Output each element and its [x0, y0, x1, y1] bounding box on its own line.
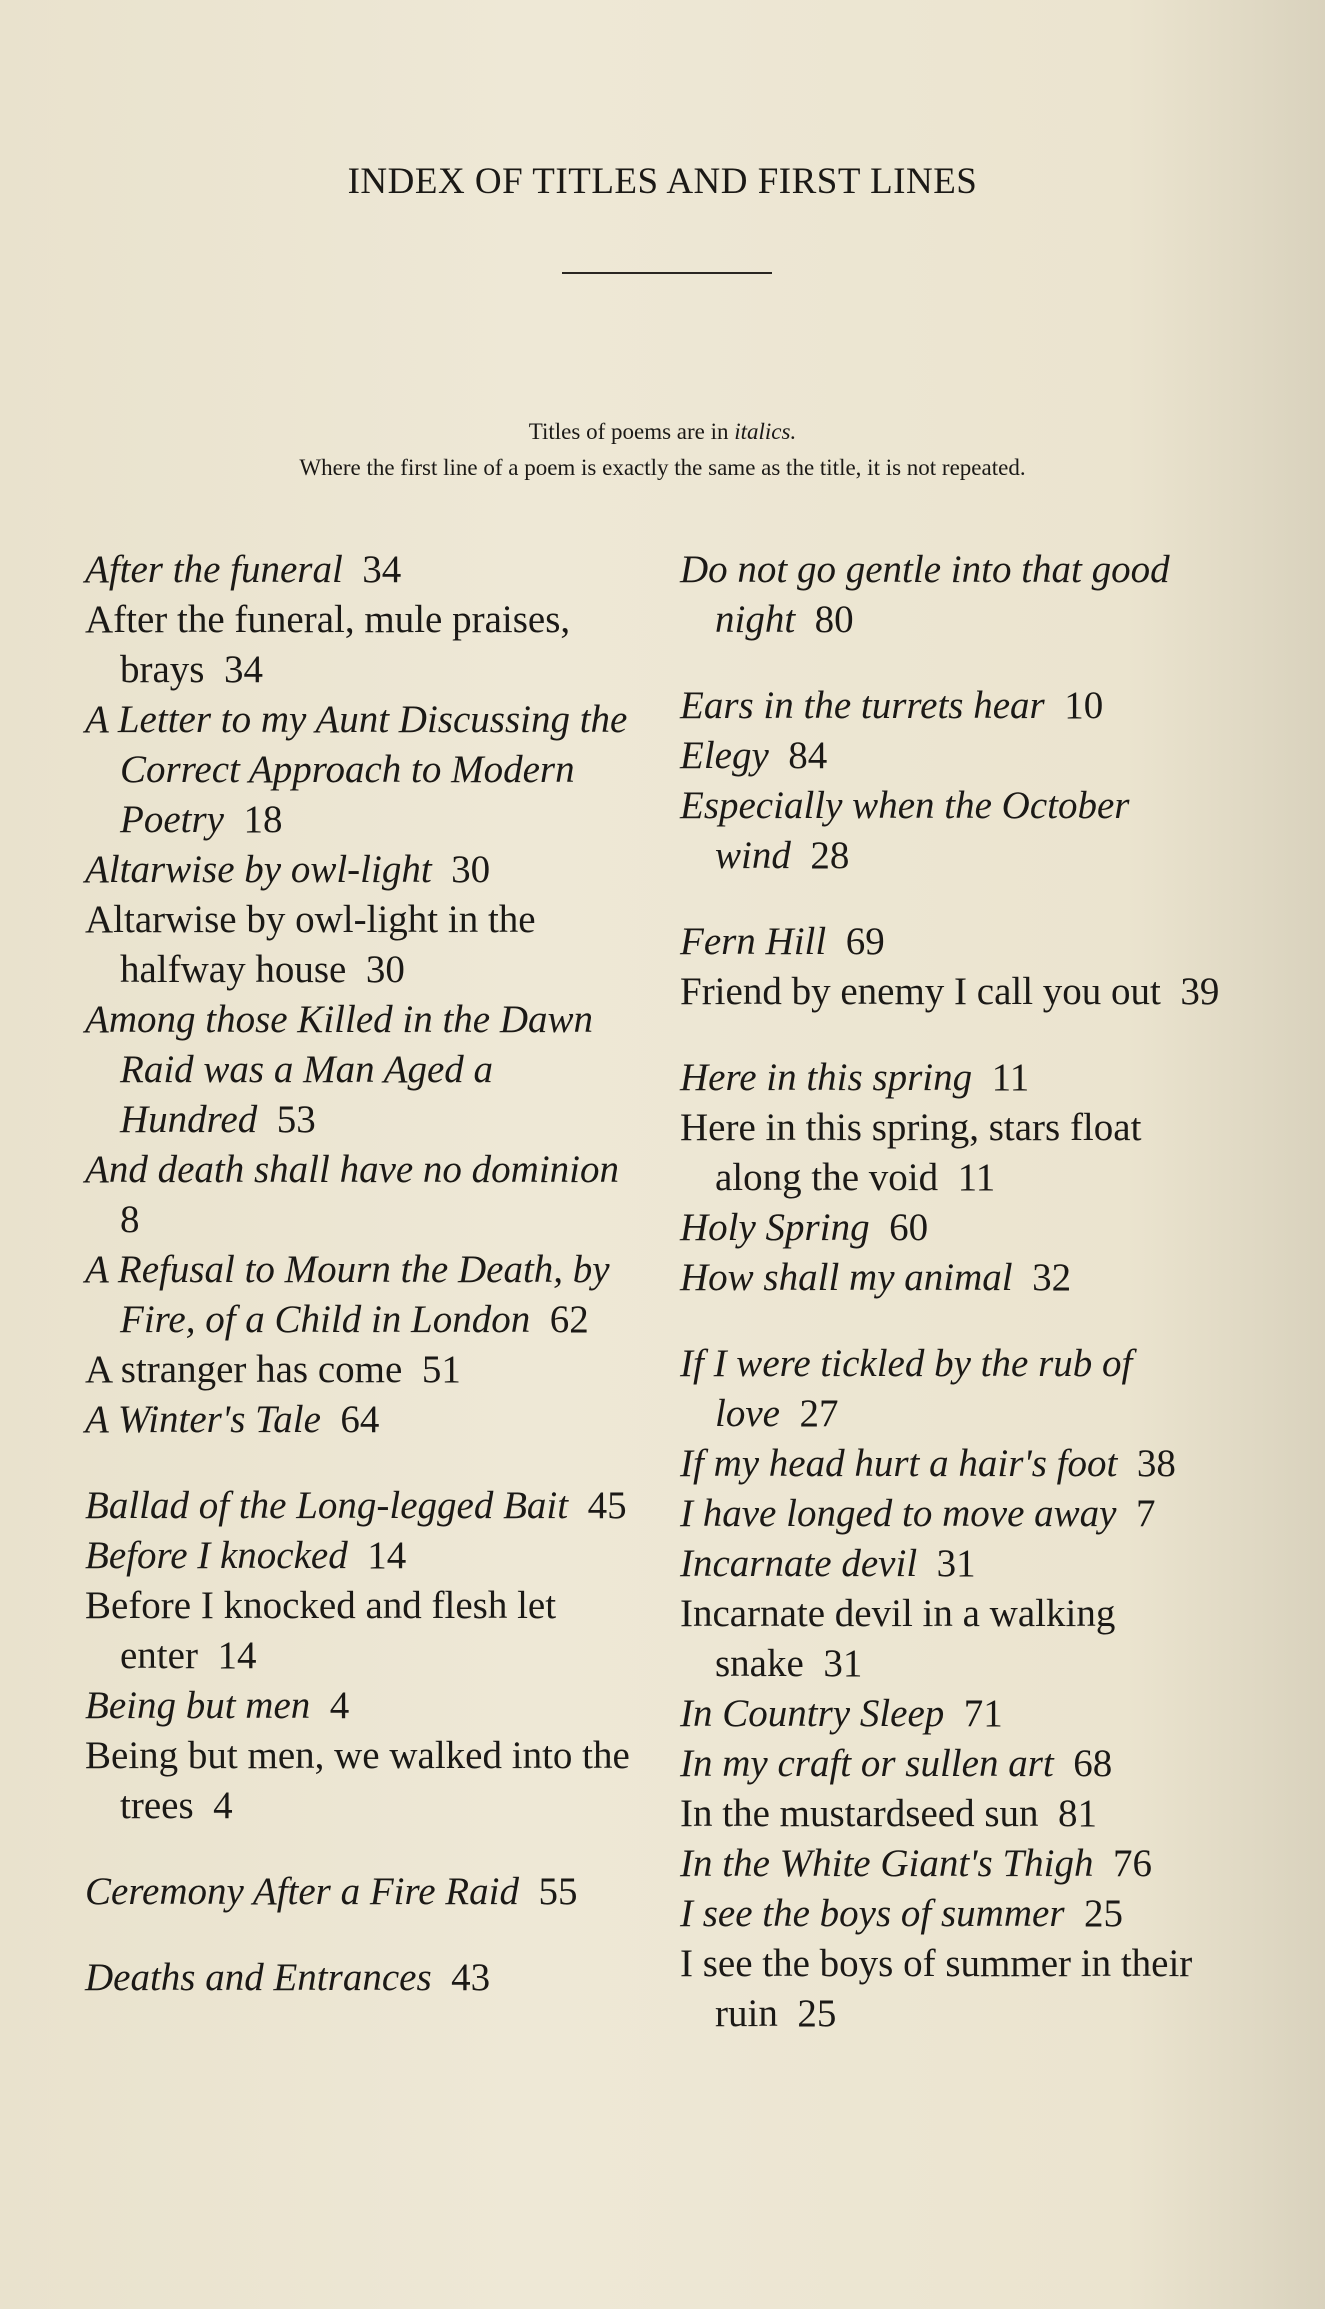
entry-title: Incarnate devil in a walking snake	[680, 1592, 1116, 1685]
entry-title: A Refusal to Mourn the Death, by Fire, of a Child in London	[85, 1248, 610, 1341]
index-entry	[85, 1531, 645, 1581]
entry-page-number: 32	[1032, 1256, 1072, 1299]
title-divider	[562, 272, 772, 274]
index-entry	[85, 595, 645, 695]
entry-title: A Winter's Tale	[85, 1398, 321, 1441]
entry-title: How shall my animal	[680, 1256, 1013, 1299]
letter-group-gap	[85, 1917, 645, 1953]
entry-title: A stranger has come	[85, 1348, 403, 1391]
entry-title: A Letter to my Aunt Discussing the Correct Approach to Modern Poetry	[85, 698, 628, 841]
entry-title: Before I knocked	[85, 1534, 348, 1577]
index-entry	[680, 1539, 1220, 1589]
index-entry	[680, 1889, 1220, 1939]
entry-title: Being but men	[85, 1684, 311, 1727]
entry-page-number: 55	[538, 1870, 578, 1913]
index-entry	[680, 731, 1220, 781]
entry-page-number: 28	[810, 834, 850, 877]
entry-page-number: 51	[421, 1348, 461, 1391]
entry-page-number: 60	[889, 1206, 929, 1249]
index-entry	[680, 1489, 1220, 1539]
index-entry	[680, 1939, 1220, 2039]
entry-page-number: 7	[1135, 1492, 1156, 1535]
entry-page-number: 11	[957, 1156, 996, 1199]
entry-title: Elegy	[680, 734, 769, 777]
entry-page-number: 10	[1064, 684, 1104, 727]
entry-page-number: 27	[799, 1392, 839, 1435]
entry-title: Altarwise by owl-light	[85, 848, 432, 891]
index-entry	[680, 1739, 1220, 1789]
entry-page-number: 71	[963, 1692, 1003, 1735]
entry-page-number: 25	[797, 1992, 837, 2035]
entry-title: Friend by enemy I call you out	[680, 970, 1161, 1013]
entry-title: Do not go gentle into that good night	[680, 548, 1170, 641]
entry-title: Among those Killed in the Dawn Raid was a Man Aged a Hundred	[85, 998, 594, 1141]
index-entry	[85, 545, 645, 595]
index-entry	[85, 1245, 645, 1345]
entry-title: If my head hurt a hair's foot	[680, 1442, 1118, 1485]
entry-title: In the mustardseed sun	[680, 1792, 1039, 1835]
index-entry	[680, 681, 1220, 731]
entry-page-number: 69	[845, 920, 885, 963]
entry-page-number: 34	[223, 648, 263, 691]
entry-title: I see the boys of summer	[680, 1892, 1065, 1935]
index-column-right	[680, 545, 1220, 2039]
letter-group-gap	[85, 1445, 645, 1481]
index-entry	[85, 1395, 645, 1445]
letter-group-gap	[85, 1831, 645, 1867]
entry-title: Being but men, we walked into the trees	[85, 1734, 630, 1827]
index-entry	[680, 1439, 1220, 1489]
index-entry	[85, 1481, 645, 1531]
entry-page-number: 43	[451, 1956, 491, 1999]
entry-page-number: 64	[340, 1398, 380, 1441]
index-entry	[680, 1103, 1220, 1203]
entry-title: Here in this spring	[680, 1056, 973, 1099]
entry-title: Here in this spring, stars float along the void	[680, 1106, 1142, 1199]
index-entry	[680, 1203, 1220, 1253]
entry-title: Especially when the October wind	[680, 784, 1130, 877]
entry-page-number: 39	[1180, 970, 1220, 1013]
index-title: INDEX OF TITLES AND FIRST LINES	[347, 161, 978, 202]
entry-page-number: 14	[217, 1634, 257, 1677]
entry-page-number: 62	[549, 1298, 589, 1341]
index-entry	[85, 1867, 645, 1917]
entry-title: Ballad of the Long-legged Bait	[85, 1484, 569, 1527]
entry-page-number: 81	[1058, 1792, 1098, 1835]
entry-page-number: 14	[367, 1534, 407, 1577]
entry-page-number: 31	[823, 1642, 863, 1685]
index-entry	[680, 1589, 1220, 1689]
letter-group-gap	[680, 1017, 1220, 1053]
index-entry	[85, 1681, 645, 1731]
letter-group-gap	[680, 881, 1220, 917]
entry-page-number: 31	[936, 1542, 976, 1585]
index-entry	[680, 1339, 1220, 1439]
entry-title: And death shall have no dominion	[85, 1148, 620, 1191]
index-entry	[680, 1789, 1220, 1839]
entry-page-number: 34	[362, 548, 402, 591]
index-entry	[85, 1581, 645, 1681]
entry-title: After the funeral	[85, 548, 343, 591]
letter-group-gap	[680, 1303, 1220, 1339]
entry-title: Before I knocked and flesh let enter	[85, 1584, 557, 1677]
entry-page-number: 38	[1136, 1442, 1176, 1485]
index-entry	[680, 1053, 1220, 1103]
entry-title: Deaths and Entrances	[85, 1956, 432, 1999]
entry-page-number: 11	[991, 1056, 1030, 1099]
index-entry	[85, 1731, 645, 1831]
entry-title: I see the boys of summer in their ruin	[680, 1942, 1193, 2035]
index-entry	[85, 1953, 645, 2003]
entry-title: Ceremony After a Fire Raid	[85, 1870, 519, 1913]
entry-title: Ears in the turrets hear	[680, 684, 1045, 727]
index-entry	[85, 895, 645, 995]
index-entry	[85, 1345, 645, 1395]
index-entry	[680, 1689, 1220, 1739]
entry-page-number: 80	[814, 598, 854, 641]
index-entry	[680, 917, 1220, 967]
repeat-note: Where the first line of a poem is exactly the same as the title, it is not repeated.	[299, 455, 1026, 480]
italics-note	[0, 419, 1325, 445]
entry-page-number: 68	[1073, 1742, 1113, 1785]
entry-page-number: 76	[1112, 1842, 1152, 1885]
letter-group-gap	[680, 645, 1220, 681]
entry-title: Fern Hill	[680, 920, 827, 963]
entry-title: Holy Spring	[680, 1206, 870, 1249]
index-column-left	[85, 545, 645, 2003]
index-entry	[680, 781, 1220, 881]
entry-title: After the funeral, mule praises, brays	[85, 598, 571, 691]
entry-page-number: 30	[451, 848, 491, 891]
index-entry	[85, 695, 645, 845]
entry-page-number: 30	[365, 948, 405, 991]
entry-page-number: 4	[329, 1684, 350, 1727]
italics-note-text: Titles of poems are in italics.	[528, 419, 797, 444]
index-entry	[85, 995, 645, 1145]
index-entry	[680, 545, 1220, 645]
entry-page-number: 4	[213, 1784, 233, 1827]
entry-title: Altarwise by owl-light in the halfway house	[85, 898, 536, 991]
entry-page-number: 84	[788, 734, 828, 777]
entry-title: I have longed to move away	[680, 1492, 1117, 1535]
entry-page-number: 18	[243, 798, 283, 841]
entry-title: In the White Giant's Thigh	[680, 1842, 1094, 1885]
entry-page-number: 8	[120, 1198, 140, 1241]
entry-page-number: 25	[1084, 1892, 1123, 1935]
entry-title: If I were tickled by the rub of love	[680, 1342, 1133, 1435]
index-entry	[85, 1145, 645, 1245]
entry-title: In Country Sleep	[680, 1692, 945, 1735]
entry-title: Incarnate devil	[680, 1542, 918, 1585]
entry-title: In my craft or sullen art	[680, 1742, 1054, 1785]
entry-page-number: 45	[587, 1484, 627, 1527]
index-entry	[680, 1253, 1220, 1303]
entry-page-number: 53	[276, 1098, 316, 1141]
index-entry	[680, 1839, 1220, 1889]
index-entry	[680, 967, 1220, 1017]
index-entry	[85, 845, 645, 895]
